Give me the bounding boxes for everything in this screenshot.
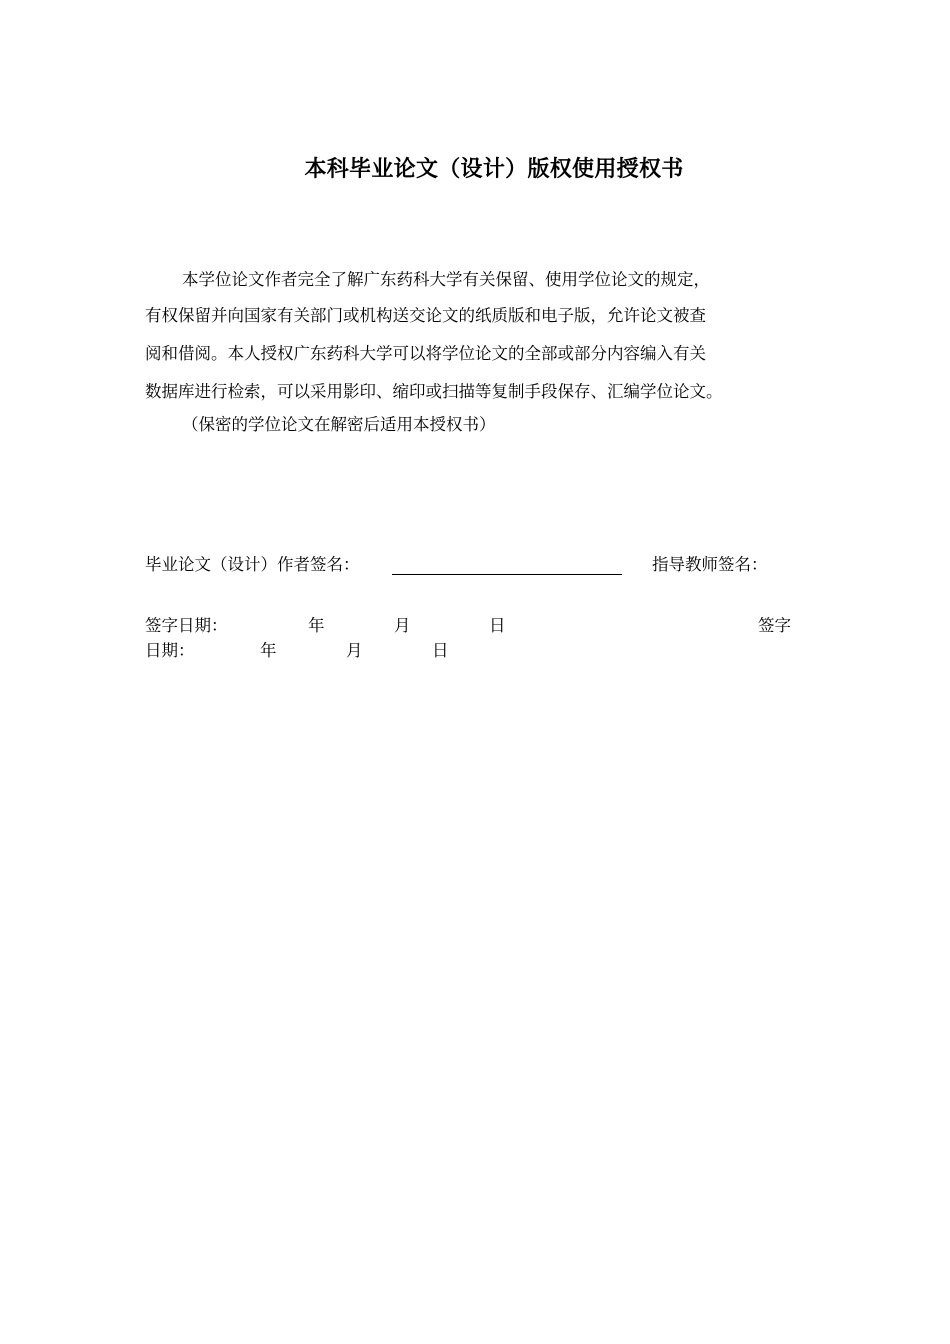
paragraph-line-3: 阅和借阅。本人授权广东药科大学可以将学位论文的全部或部分内容编入有关 [145, 344, 706, 363]
author-date-label: 签字日期： [145, 616, 228, 635]
author-date-day: 日 [489, 616, 506, 635]
advisor-date-label-part2: 日期： [145, 641, 195, 660]
author-date-year: 年 [308, 616, 325, 635]
advisor-date-year: 年 [260, 641, 277, 660]
author-date-month: 月 [394, 616, 411, 635]
advisor-date-label-part1: 签字 [758, 616, 791, 635]
paragraph-line-2: 有权保留并向国家有关部门或机构送交论文的纸质版和电子版，允许论文被查 [145, 306, 706, 325]
advisor-date-month: 月 [346, 641, 363, 660]
document-title: 本科毕业论文（设计）版权使用授权书 [304, 157, 684, 182]
paragraph-line-1: 本学位论文作者完全了解广东药科大学有关保留、使用学位论文的规定， [182, 270, 710, 289]
signature-row [145, 554, 825, 576]
author-signature-line[interactable] [392, 574, 622, 575]
advisor-signature-label: 指导教师签名： [652, 555, 768, 574]
confidential-note: （保密的学位论文在解密后适用本授权书） [182, 415, 496, 434]
author-signature-label: 毕业论文（设计）作者签名： [145, 555, 360, 574]
advisor-date-day: 日 [432, 641, 449, 660]
paragraph-line-4: 数据库进行检索，可以采用影印、缩印或扫描等复制手段保存、汇编学位论文。 [145, 382, 723, 401]
